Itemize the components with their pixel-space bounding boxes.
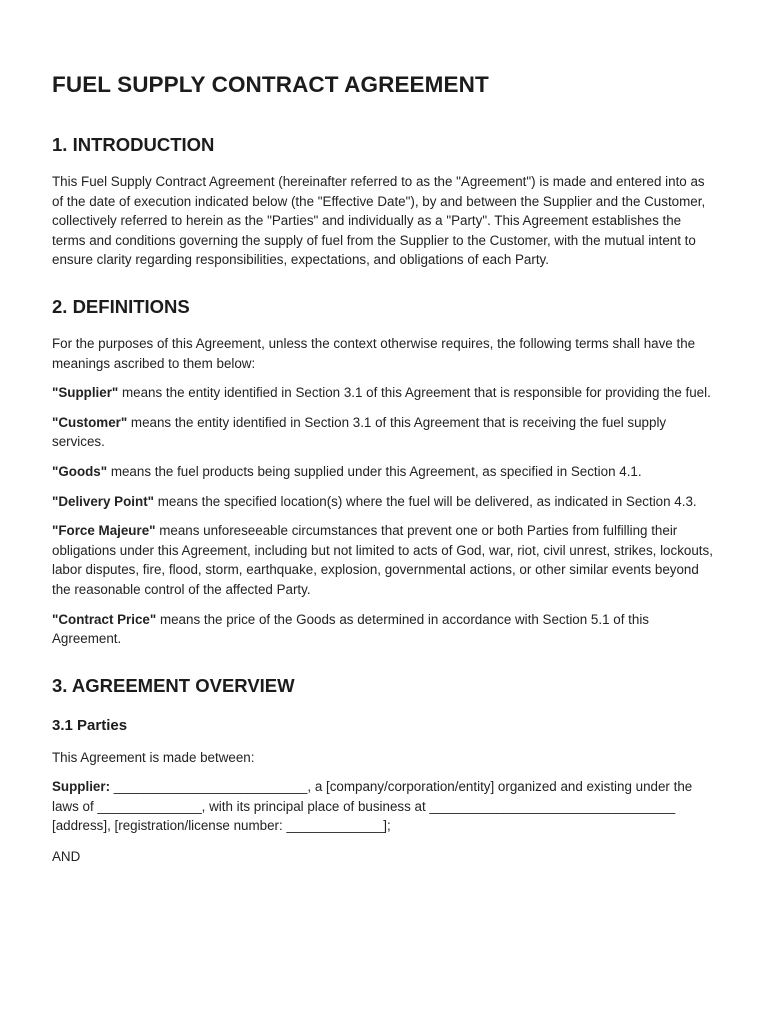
section-heading: 3. AGREEMENT OVERVIEW xyxy=(52,674,295,696)
definition-term: "Contract Price" xyxy=(52,611,157,627)
definition-text: means unforeseeable circumstances that prevent one or both Parties from fulfilling their obligations under this Agreement, including but not limited to acts of God, war, riot, civil unrest, strikes, lockouts, labor disputes, fire, flood, storm, earthquake, explosion, governmental actions, or other similar events beyond the reasonable control of the affected Party. xyxy=(52,523,713,597)
section-heading: 2. DEFINITIONS xyxy=(52,295,190,317)
definition-force-majeure xyxy=(52,521,718,599)
section-definitions xyxy=(52,296,718,649)
parties-intro: This Agreement is made between: xyxy=(52,749,255,765)
section-heading: 1. INTRODUCTION xyxy=(52,134,215,155)
definition-customer xyxy=(52,413,718,452)
and-text: AND xyxy=(52,849,81,865)
definition-goods xyxy=(52,462,718,482)
definition-supplier xyxy=(52,383,718,403)
definition-term: "Customer" xyxy=(52,414,128,430)
section-introduction xyxy=(52,134,718,270)
party-label: Supplier: xyxy=(52,779,111,795)
definition-text: means the fuel products being supplied under this Agreement, as specified in Section 4.1. xyxy=(107,463,642,479)
document-title: FUEL SUPPLY CONTRACT AGREEMENT xyxy=(52,72,489,97)
section-body: This Fuel Supply Contract Agreement (hereinafter referred to as the "Agreement") is made and entered into as of the date of execution indicated below (the "Effective Date"), by and between the Supplier and the Customer, collectively referred to herein as the "Parties" and individually as a "Party". This Agreement establishes the terms and conditions governing the supply of fuel from the Supplier to the Customer, with the mutual intent to ensure clarity regarding responsibilities, expectations, and obligations of each Party. xyxy=(52,174,706,268)
definition-contract-price xyxy=(52,610,718,649)
party-text: __________________________, a [company/corporation/entity] organized and existing under the laws of ______________, with its principal place of business at _________________________________ [address], [registration/license number: _____________]; xyxy=(52,779,693,834)
definition-text: means the entity identified in Section 3.1 of this Agreement that is receiving the fuel supply services. xyxy=(52,414,667,450)
definition-delivery-point xyxy=(52,492,718,512)
subsection-heading: 3.1 Parties xyxy=(52,716,128,734)
section-agreement-overview xyxy=(52,675,718,867)
definition-term: "Force Majeure" xyxy=(52,523,156,539)
definition-term: "Goods" xyxy=(52,463,108,479)
party-supplier xyxy=(52,777,718,836)
definition-term: "Supplier" xyxy=(52,385,119,401)
definition-text: means the specified location(s) where the fuel will be delivered, as indicated in Section 4.3. xyxy=(154,493,697,509)
definition-text: means the price of the Goods as determined in accordance with Section 5.1 of this Agreement. xyxy=(52,611,649,647)
definitions-intro: For the purposes of this Agreement, unless the context otherwise requires, the following terms shall have the meanings ascribed to them below: xyxy=(52,335,696,371)
definition-text: means the entity identified in Section 3.1 of this Agreement that is responsible for providing the fuel. xyxy=(118,385,711,401)
definition-term: "Delivery Point" xyxy=(52,493,154,509)
